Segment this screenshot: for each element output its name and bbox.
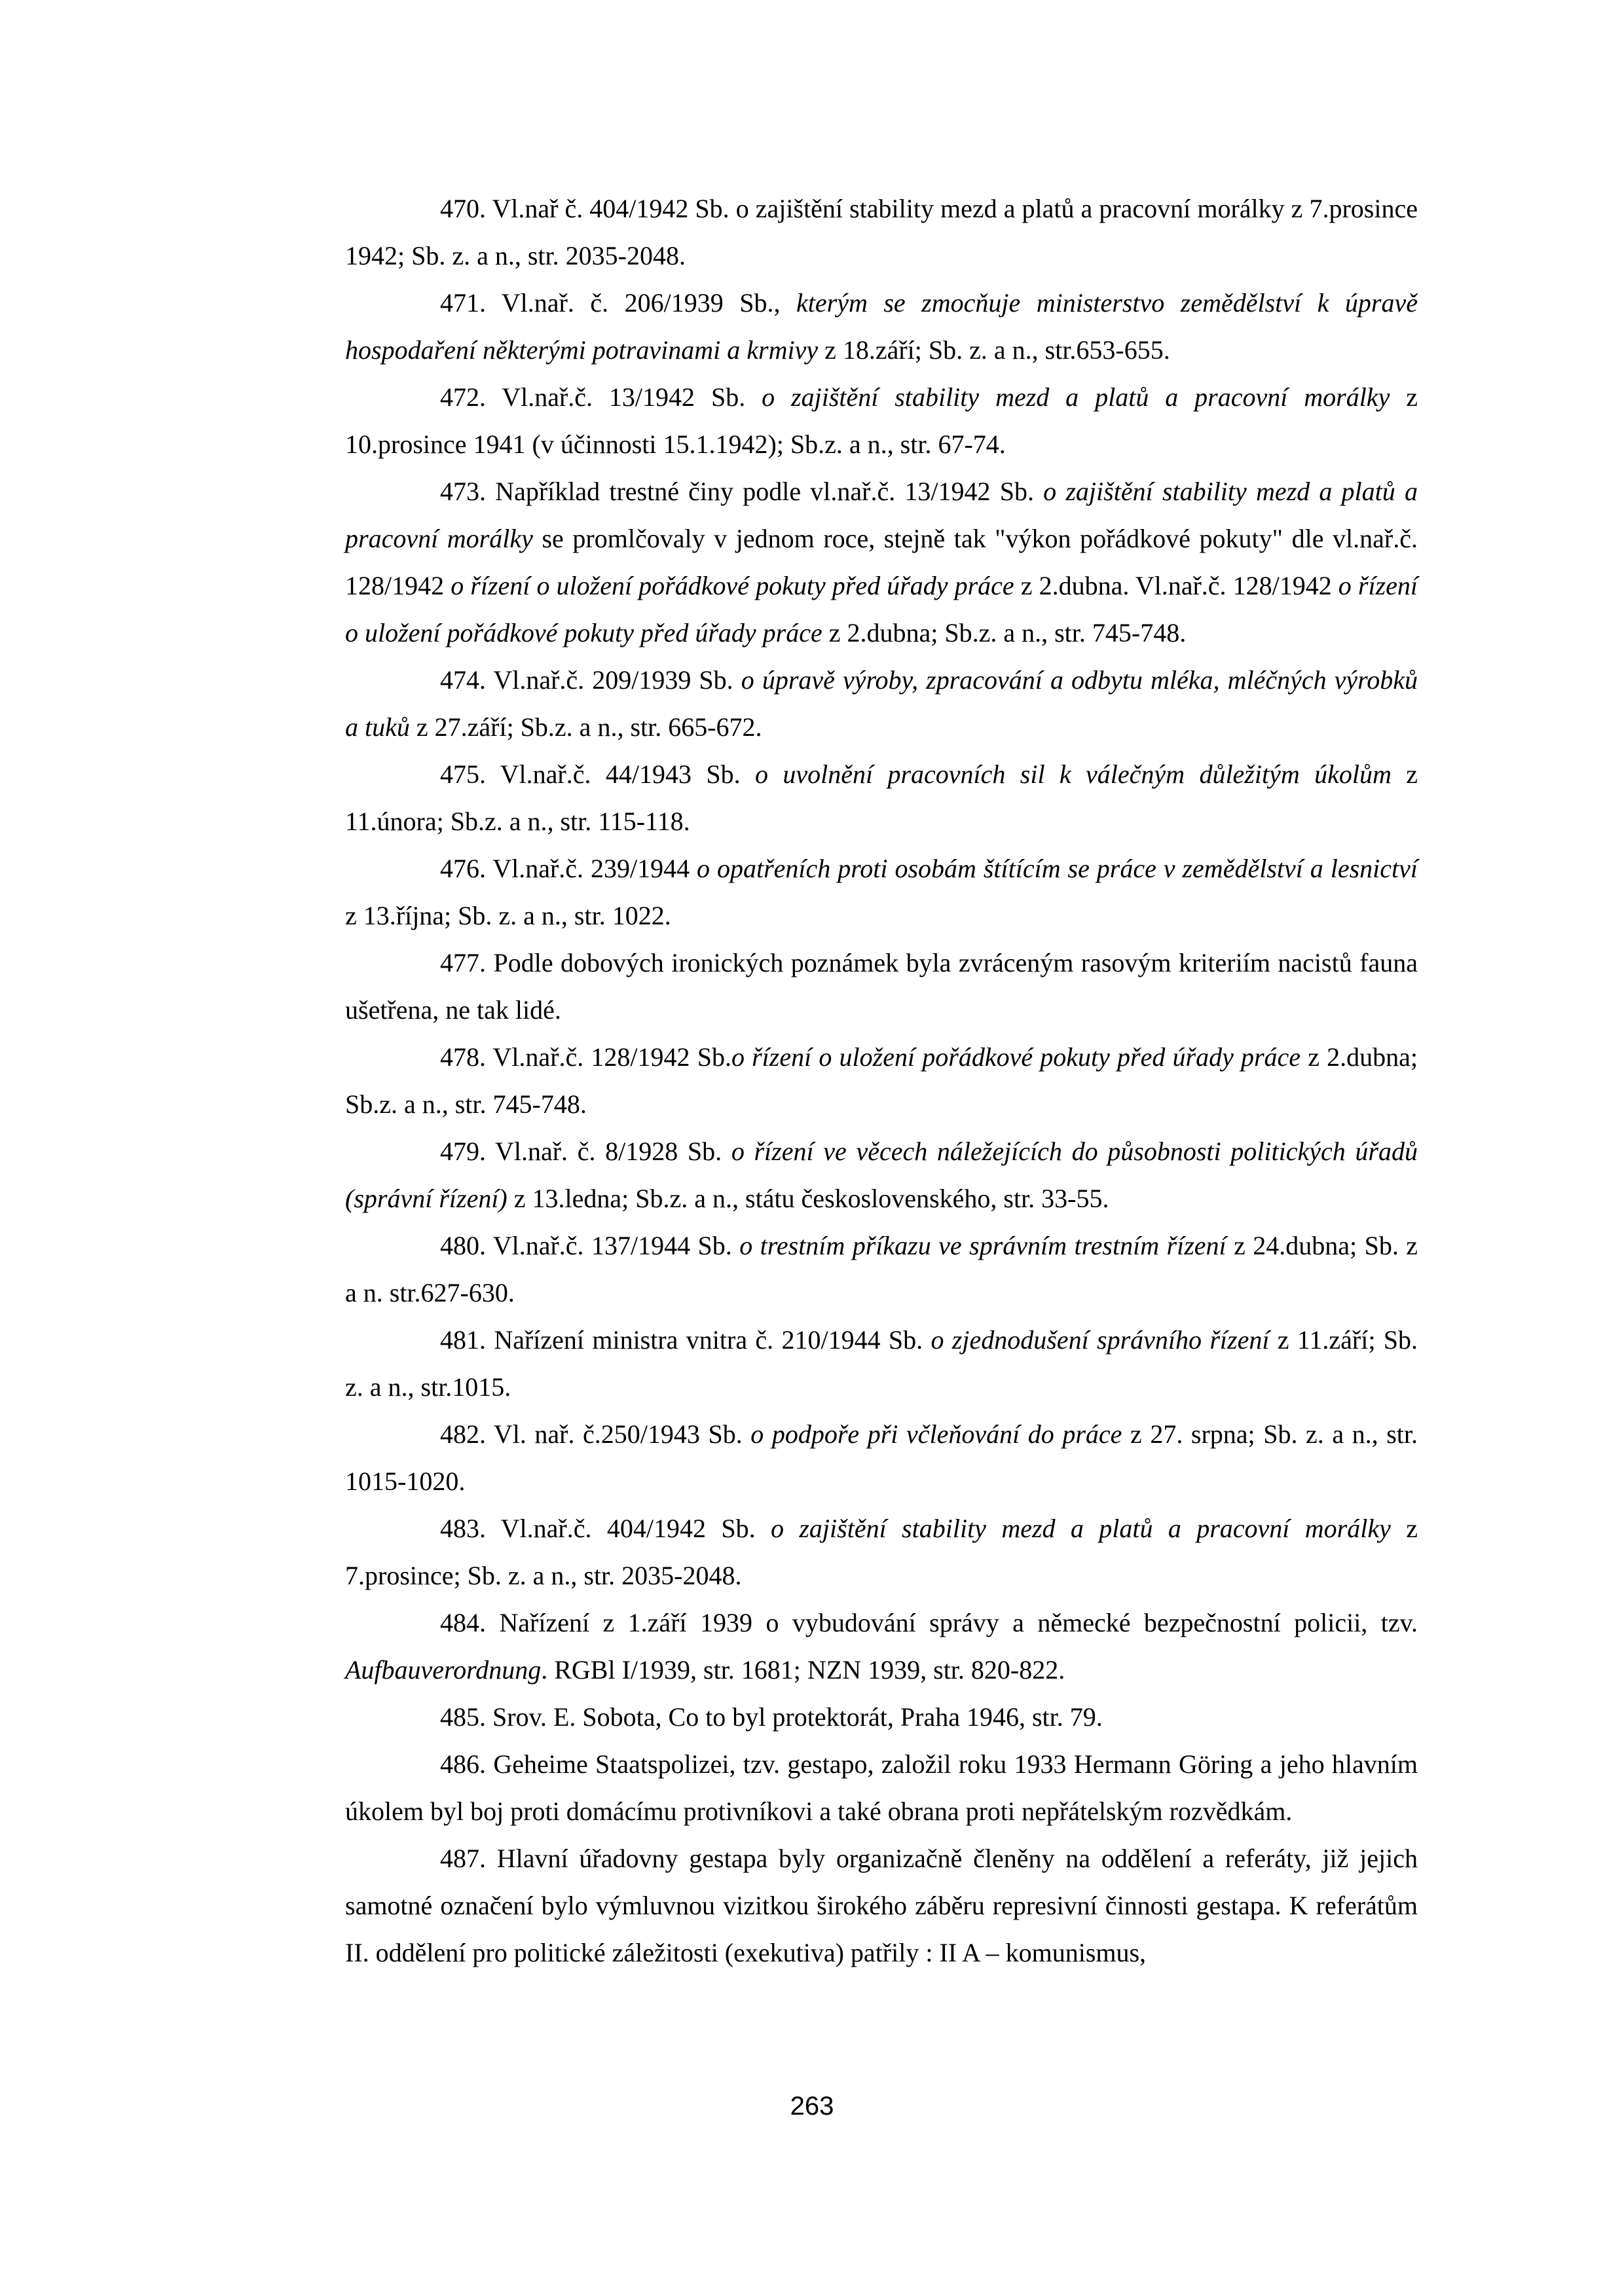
footnote-title: o zajištění stability mezd a platů a pracovní morálky [770,1514,1391,1543]
page-number: 263 [790,2092,834,2121]
footnote-text: z 13.ledna; Sb.z. a n., státu československého, str. 33-55. [507,1184,1109,1213]
footnote-title: o úpravě výroby, zpracování a odbytu mléka, mléčných výrobků a tuků [345,665,1418,742]
footnote-text: 484. Nařízení z 1.září 1939 o vybudování správy a německé bezpečnostní policii, tzv. [440,1608,1418,1637]
footnote-text: . RGBl I/1939, str. 1681; NZN 1939, str. 820-822. [541,1655,1065,1685]
footnote-471 [345,280,1418,374]
footnote-text: 481. Nařízení ministra vnitra č. 210/1944 Sb. [440,1325,931,1355]
footnote-text: z 2.dubna. Vl.nař.č. 128/1942 [1014,571,1338,600]
footnote-text: z 11.září; Sb. z. a n., str.1015. [345,1325,1418,1402]
footnote-477 [345,939,1418,1034]
footnote-text: z 13.října; Sb. z. a n., str. 1022. [345,901,671,930]
footnote-text: se promlčovaly v jednom roce, stejně tak "výkon pořádkové pokuty" dle vl.nař.č. 128/1942 [345,524,1418,600]
footnote-text: 474. Vl.nař.č. 209/1939 Sb. [440,665,741,695]
footnote-text: z 27.září; Sb.z. a n., str. 665-672. [409,712,762,742]
footnote-text: 470. Vl.nař č. 404/1942 Sb. o zajištění stability mezd a platů a pracovní morálky z 7.prosince 1942; Sb. z. a n., str. 2035-2048. [345,194,1418,270]
footnote-text: 472. Vl.nař.č. 13/1942 Sb. [440,382,762,412]
footnote-text: z 11.února; Sb.z. a n., str. 115-118. [345,759,1418,836]
footnote-text: z 2.dubna; Sb.z. a n., str. 745-748. [345,1042,1418,1119]
footnotes-block [345,185,1418,1977]
footnote-476 [345,845,1418,939]
footnote-text: 479. Vl.nař. č. 8/1928 Sb. [440,1137,731,1166]
footnote-text: 478. Vl.nař.č. 128/1942 Sb. [440,1042,731,1072]
footnote-title: o zajištění stability mezd a platů a pracovní morálky [762,382,1390,412]
footnote-text: 482. Vl. nař. č.250/1943 Sb. [440,1419,751,1449]
footnote-text: z 27. srpna; Sb. z. a n., str. 1015-1020. [345,1419,1418,1496]
footnote-title: o řízení ve věcech náležejících do působnosti politických úřadů (správní řízení) [345,1137,1418,1213]
footnote-title: o zajištění stability mezd a platů a pracovní morálky [345,477,1418,553]
footnote-text: 486. Geheime Staatspolizei, tzv. gestapo, založil roku 1933 Hermann Göring a jeho hlavním úkolem byl boj proti domácímu protivníkovi a také obrana proti nepřátelským rozvědkám. [345,1749,1418,1826]
footnote-title: Aufbauverordnung [345,1655,542,1685]
footnote-title: o řízení o uložení pořádkové pokuty před úřady práce [731,1042,1301,1072]
footnote-483 [345,1505,1418,1599]
footnote-title: o podpoře při včleňování do práce [750,1419,1122,1449]
footnote-482 [345,1411,1418,1505]
footnote-title: o řízení o uložení pořádkové pokuty před úřady práce [345,571,1418,647]
footnote-title: o opatřeních proti osobám štítícím se práce v zemědělství a lesnictví [697,854,1418,883]
footnote-text: 476. Vl.nař.č. 239/1944 [440,854,697,883]
footnote-481 [345,1317,1418,1411]
footnote-text: 473. Například trestné činy podle vl.nař.č. 13/1942 Sb. [440,477,1044,506]
footnote-478 [345,1034,1418,1128]
footnote-487 [345,1835,1418,1977]
footnote-title: o zjednodušení správního řízení [931,1325,1270,1355]
footnote-470 [345,185,1418,280]
footnote-485 [345,1694,1418,1741]
footnote-text: 475. Vl.nař.č. 44/1943 Sb. [440,759,755,789]
footnote-text: z 24.dubna; Sb. z a n. str.627-630. [345,1231,1418,1307]
footnote-text: 485. Srov. E. Sobota, Co to byl protektorát, Praha 1946, str. 79. [440,1702,1103,1732]
footnote-text: 471. Vl.nař. č. 206/1939 Sb., [440,288,796,318]
footnote-473 [345,468,1418,657]
footnote-479 [345,1128,1418,1222]
footnote-text: z 18.září; Sb. z. a n., str.653-655. [818,335,1170,365]
footnote-480 [345,1222,1418,1317]
footnote-title: o řízení o uložení pořádkové pokuty před úřady práce [451,571,1014,600]
footnote-text: 487. Hlavní úřadovny gestapa byly organizačně členěny na oddělení a referáty, již jejich samotné označení bylo výmluvnou vizitkou širokého záběru represivní činnosti gestapa. K referátům II. oddělení pro politické záležitosti (exekutiva) patřily : II A – komunismus, [345,1844,1418,1967]
footnote-text: 480. Vl.nař.č. 137/1944 Sb. [440,1231,740,1260]
footnote-title: kterým se zmocňuje ministerstvo zemědělství k úpravě hospodaření některými potravinami a krmivy [345,288,1418,365]
footnote-472 [345,374,1418,468]
footnote-486 [345,1741,1418,1835]
footnote-text: 483. Vl.nař.č. 404/1942 Sb. [440,1514,771,1543]
footnote-text: z 7.prosince; Sb. z. a n., str. 2035-2048. [345,1514,1418,1590]
footnote-title: o uvolnění pracovních sil k válečným důležitým úkolům [754,759,1392,789]
footnote-474 [345,657,1418,751]
footnote-title: o trestním příkazu ve správním trestním řízení [739,1231,1227,1260]
footnote-text: z 2.dubna; Sb.z. a n., str. 745-748. [822,618,1187,647]
footnote-484 [345,1599,1418,1694]
footnote-475 [345,751,1418,845]
footnote-text: z 10.prosince 1941 (v účinnosti 15.1.1942); Sb.z. a n., str. 67-74. [345,382,1418,459]
footnote-text: 477. Podle dobových ironických poznámek byla zvráceným rasovým kriteriím nacistů fauna ušetřena, ne tak lidé. [345,948,1418,1025]
